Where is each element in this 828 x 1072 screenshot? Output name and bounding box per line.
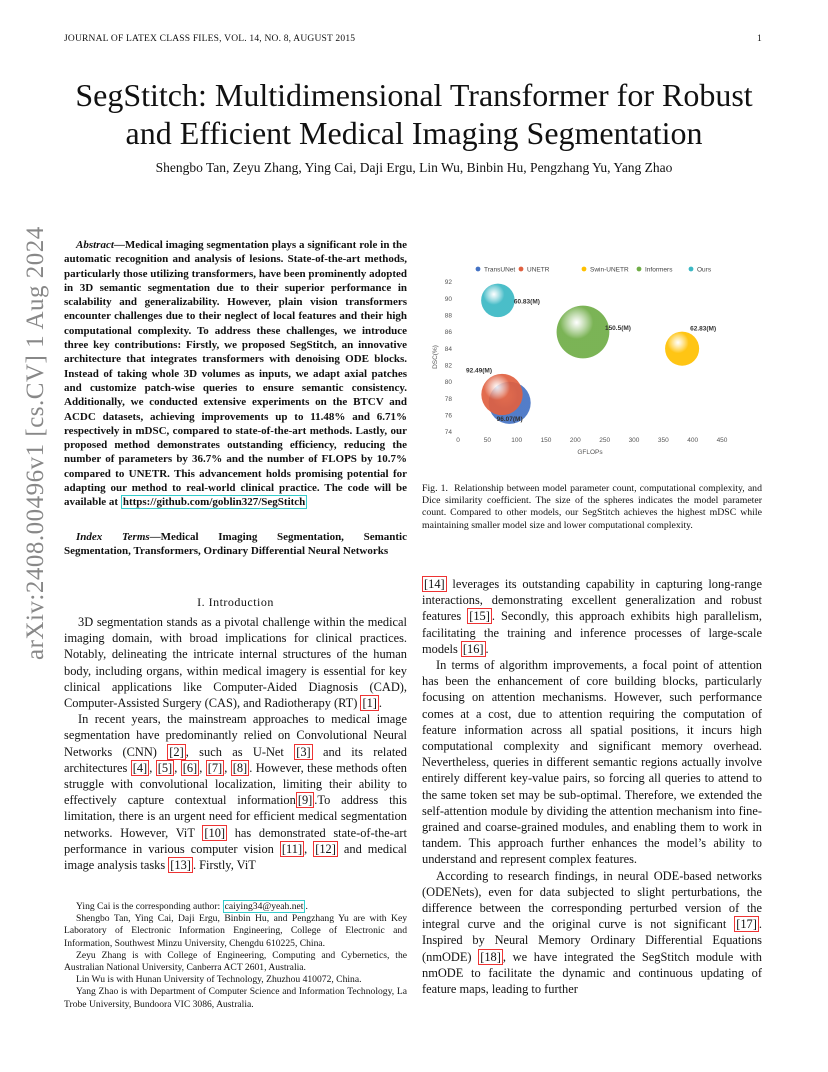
- paper-title: [40, 76, 788, 152]
- citation[interactable]: [14]: [424, 577, 445, 591]
- footnote-affiliation-4: Yang Zhao is with Department of Computer Science and Information Technology, La Trobe University, Bundoora VIC 3086, Australia.: [64, 986, 407, 1010]
- citation[interactable]: [18]: [480, 949, 501, 964]
- author-list: Shengbo Tan, Zeyu Zhang, Ying Cai, Daji Ergu, Lin Wu, Binbin Hu, Pengzhang Yu, Yang Zhao: [155, 160, 673, 175]
- data-label: 62.83(M): [690, 325, 717, 333]
- x-tick-label: 100: [511, 437, 523, 444]
- data-label: 96.07(M): [496, 415, 523, 423]
- code-link[interactable]: https://github.com/goblin327/SegStitch: [122, 496, 306, 509]
- caption-text: Relationship between model parameter count, computational complexity, and Dice similarity coefficient. The size of the spheres indicates the model parameter count. Compared to other models, our SegStitch achieves the highest mDSC while maintaining smaller model size and lower computational complexity.: [422, 483, 762, 531]
- x-tick-label: 50: [483, 437, 491, 444]
- data-label: 92.49(M): [465, 367, 492, 375]
- citation[interactable]: [3]: [296, 744, 311, 759]
- y-tick-label: 74: [444, 429, 452, 437]
- title-line-2: and Efficient Medical Imaging Segmentation: [125, 115, 703, 151]
- figure-1: [426, 258, 762, 463]
- footnote-affiliation-1: Shengbo Tan, Ying Cai, Daji Ergu, Binbin Hu, and Pengzhang Yu are with Key Laboratory of Electronic Information Engineering, College of Electronic and Information, Southwest Minzu University, Chengdu 610225, China.: [64, 913, 407, 949]
- email-link[interactable]: caiying34@yeah.net: [224, 901, 304, 912]
- x-tick-label: 200: [569, 437, 581, 444]
- citation[interactable]: [17]: [736, 917, 757, 932]
- index-terms-text: Medical Imaging Segmentation, Semantic Segmentation, Transformers, Ordinary Differential Neural Networks: [64, 531, 407, 558]
- footnote-affiliation-2: Zeyu Zhang is with College of Engineering, Computing and Cybernetics, the Australian National University, Canberra ACT 2601, Australia.: [64, 949, 407, 974]
- abstract-label: Abstract: [76, 239, 114, 251]
- citation[interactable]: [9]: [297, 793, 313, 808]
- right-paragraph-1: [14] leverages its outstanding capability in capturing long-range interactions, demonstrating excellent generalization and robust features [15] . Secondly, this approach exhibits high parallelism, facilitating the training and inference processes of large-scale models [16] .: [422, 577, 762, 656]
- legend-marker: [689, 267, 694, 272]
- legend-label: TransUNet: [484, 266, 516, 274]
- caption-label: Fig. 1.: [422, 483, 448, 494]
- index-terms: Index Terms—Medical Imaging Segmentation, Semantic Segmentation, Transformers, Ordinary Differential Neural Networks: [64, 531, 407, 558]
- bubble-swinunetr: [665, 332, 699, 366]
- legend-label: Informers: [645, 266, 673, 274]
- citation[interactable]: [2]: [169, 744, 184, 759]
- running-head: JOURNAL OF LATEX CLASS FILES, VOL. 14, NO. 8, AUGUST 2015: [64, 34, 356, 44]
- x-tick-label: 250: [599, 437, 611, 444]
- bubble-chart: [426, 258, 762, 463]
- x-tick-label: 150: [540, 437, 552, 444]
- citation[interactable]: [6]: [182, 760, 198, 775]
- data-label: 60.83(M): [513, 298, 540, 306]
- citation[interactable]: [15]: [469, 609, 490, 624]
- y-tick-label: 90: [444, 295, 452, 303]
- citation[interactable]: [12]: [315, 841, 336, 856]
- citation[interactable]: [13]: [170, 858, 191, 873]
- legend-marker: [519, 267, 524, 272]
- figure-caption: [422, 483, 762, 532]
- footnote-corresponding: Ying Cai is the corresponding author: caiying34@yeah.net .: [76, 901, 308, 912]
- citation[interactable]: [11]: [281, 841, 303, 856]
- y-tick-label: 84: [444, 345, 452, 353]
- citation[interactable]: [5]: [157, 760, 173, 775]
- citation[interactable]: [16]: [462, 641, 484, 656]
- bubble-ours: [481, 284, 515, 318]
- y-tick-label: 82: [444, 362, 452, 370]
- y-tick-label: 88: [444, 312, 452, 320]
- y-tick-label: 86: [444, 329, 452, 337]
- citation[interactable]: [4]: [132, 760, 148, 775]
- right-column-text: [422, 576, 762, 997]
- y-axis-label: DSC(%): [432, 345, 439, 369]
- y-tick-label: 78: [444, 395, 452, 403]
- x-tick-label: 350: [657, 437, 669, 444]
- legend-label: UNETR: [527, 266, 550, 274]
- intro-paragraph-1: 3D segmentation stands as a pivotal challenge within the medical imaging domain, with broad implications for clinical practices. Notably, delineating the intricate internal structures of the human body, including organs, within medical imagery is essential for key clinical applications like Computer-Aided Diagnosis (CAD), Computer-Assisted Surgery (CAS), and Radiotherapy (RT) [1] .: [64, 615, 407, 711]
- legend-marker: [476, 267, 481, 272]
- y-tick-label: 80: [444, 379, 452, 387]
- page-number: 1: [757, 34, 762, 44]
- citation[interactable]: [8]: [232, 760, 248, 775]
- intro-text: [64, 614, 407, 873]
- data-label: 150.5(M): [604, 325, 631, 332]
- bubble-unetr: [481, 374, 522, 415]
- citation[interactable]: [7]: [207, 760, 223, 775]
- section-heading: I. Introduction: [197, 595, 274, 609]
- footnotes: [64, 901, 407, 1011]
- x-tick-label: 300: [628, 437, 640, 444]
- title-line-1: SegStitch: Multidimensional Transformer for Robust: [75, 77, 753, 113]
- right-paragraph-3: According to research findings, in neural ODE-based networks (ODENets), even for data subjected to slight perturbations, the difference between the corresponding perturbed version of the integral curve and the original curve is not significant [17] . Inspired by Neural Memory Ordinary Differential Equations (nmODE) [18] , we have integrated the SegStitch module with nmODE to facilitate the dynamic and continuous updating of feature maps, leading to further: [422, 868, 762, 997]
- y-tick-label: 92: [444, 279, 452, 287]
- abstract-text: Medical imaging segmentation plays a significant role in the automatic recognition and analysis of lesions. State-of-the-art methods, particularly those utilizing transformers, have been prominently adopted in 3D semantic segmentation due to their superior performance in scalability and generalizability. However, plain vision transformers encounter challenges due to their neglect of local features and their high computational complexity. To address these challenges, we introduce three key contributions: Firstly, we proposed SegStitch, an innovative architecture that integrates transformers with denoising ODE blocks. Instead of taking whole 3D volumes as inputs, we adapt axial patches and customize patch-wise queries to ensure semantic consistency. Additionally, we conducted extensive experiments on the BTCV and ACDC datasets, achieving improvements up to 11.48% and 6.71% respectively in mDSC, compared to state-of-the-art methods. Lastly, our proposed method demonstrates outstanding efficiency, reducing the number of parameters by 36.7% and the number of FLOPS by 10.7% compared to UNETR. This advancement holds promising potential for adapting our method to real-world clinical practice. The code will be available at: [64, 239, 407, 509]
- legend-label: Ours: [697, 266, 712, 274]
- legend-marker: [637, 267, 642, 272]
- x-tick-label: 400: [687, 437, 699, 444]
- citation[interactable]: [10]: [204, 825, 226, 840]
- legend-label: Swin-UNETR: [590, 266, 629, 274]
- y-tick-label: 76: [444, 412, 452, 420]
- x-tick-label: 450: [716, 437, 728, 444]
- right-paragraph-2: In terms of algorithm improvements, a focal point of attention has been the enhancement of core building blocks, particularly focusing on attention mechanisms. However, such performance comes at a cost, due to attention requiring the computation of feature information across all spatial positions, it incurs high computational complexity and significant memory overhead. Nevertheless, queries in different semantic regions actually involve entirely different key-value pairs, so forcing all queries to attend to the same token set may be sub-optimal. Therefore, we extended the self-attention module by dividing the attention mechanism into fine-grained and coarse-grained modules, and enabling them to work in tandem. This approach further enhances the model’s ability to understand and represent complex features.: [422, 658, 762, 867]
- abstract: Abstract—Medical imaging segmentation plays a significant role in the automatic recognition and analysis of lesions. State-of-the-art methods, particularly those utilizing transformers, have been prominently adopted in 3D semantic segmentation due to their superior performance in scalability and generalizability. However, plain vision transformers encounter challenges due to their neglect of local features and their high computational complexity. To address these challenges, we introduce three key contributions: Firstly, we proposed SegStitch, an innovative architecture that integrates transformers with denoising ODE blocks. Instead of taking whole 3D volumes as inputs, we adapt axial patches and customize patch-wise queries to ensure semantic consistency. Additionally, we conducted extensive experiments on the BTCV and ACDC datasets, achieving improvements up to 11.48% and 6.71% respectively in mDSC, compared to state-of-the-art methods. Lastly, our proposed method demonstrates outstanding efficiency, reducing the number of parameters by 36.7% and the number of FLOPS by 10.7% compared to UNETR. This advancement holds promising potential for adapting our method to real-world clinical practice. The code will be available at https://github.com/goblin327/SegStitch: [64, 239, 407, 509]
- x-axis-label: GFLOPs: [577, 449, 603, 456]
- chart-legend: [476, 267, 712, 274]
- intro-paragraph-2: In recent years, the mainstream approaches to medical image segmentation have predominantly relied on Convolutional Neural Networks (CNN) [2] , such as U-Net [3] and its related architectures [4] , [5] , [6] , [7] , [8] . However, these methods often struggle with convolutional localization, limiting their ability to effectively capture contextual information [9] .To address this limitation, there is an urgent need for efficient medical segmentation networks. However, ViT [10] has demonstrated state-of-the-art performance in various computer vision [11] , [12] and medical image analysis tasks [13] . Firstly, ViT: [64, 712, 407, 873]
- legend-marker: [582, 267, 587, 272]
- index-terms-label: Index Terms: [76, 531, 150, 543]
- footnote-affiliation-3: Lin Wu is with Hunan University of Technology, Zhuzhou 410072, China.: [76, 974, 362, 986]
- bubble-informers: [557, 306, 610, 359]
- citation[interactable]: [1]: [362, 696, 377, 711]
- arxiv-id: arXiv:2408.00496v1 [cs.CV] 1 Aug 2024: [22, 226, 49, 660]
- x-tick-label: 0: [456, 437, 460, 444]
